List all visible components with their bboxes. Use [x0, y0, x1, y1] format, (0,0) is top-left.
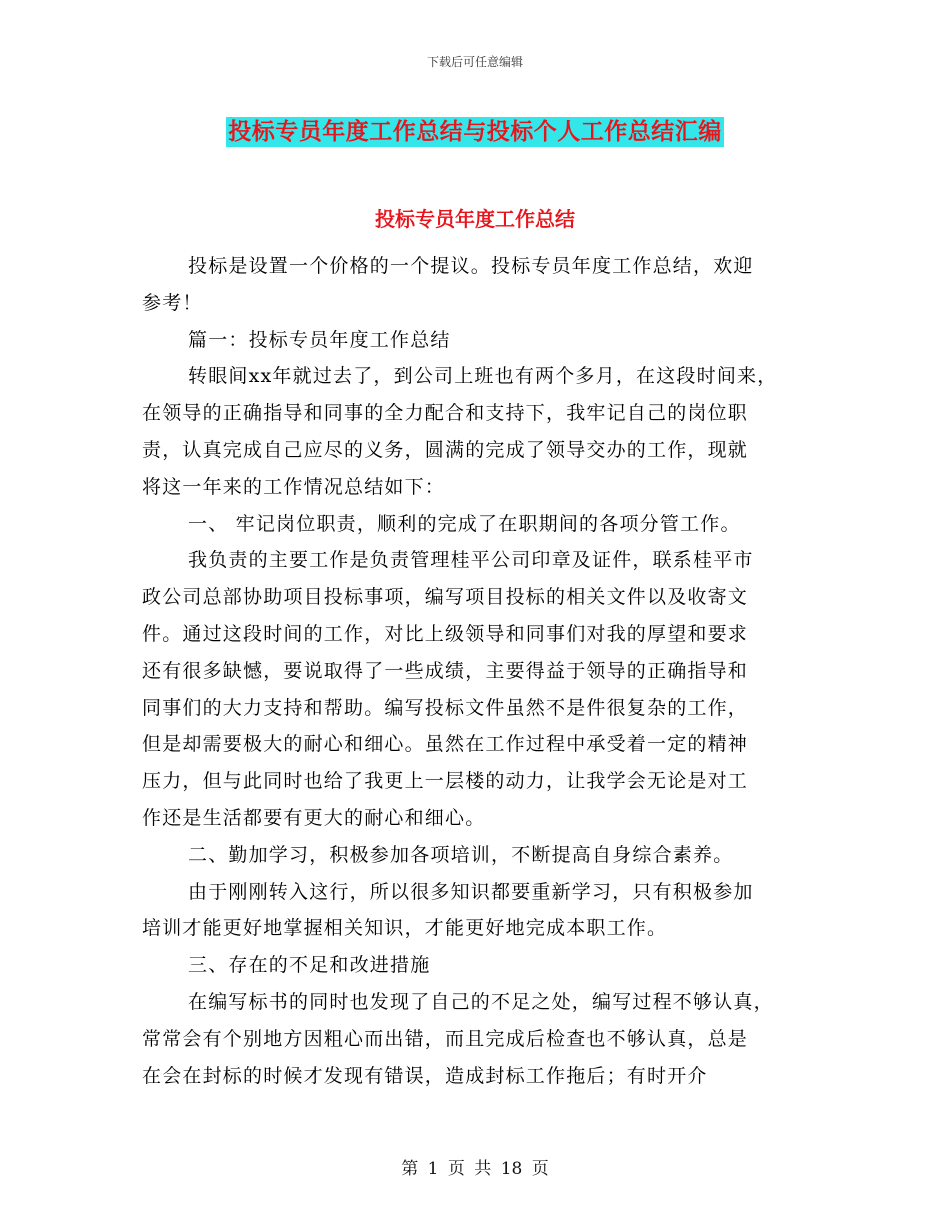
text-line: 参考！ — [142, 291, 203, 314]
text-line: 在领导的正确指导和同事的全力配合和支持下，我牢记自己的岗位职 — [142, 402, 749, 425]
text-line: 作还是生活都要有更大的耐心和细心。 — [142, 806, 486, 829]
text-line: 一、 牢记岗位职责，顺利的完成了在职期间的各项分管工作。 — [188, 512, 741, 535]
text-line: 篇一：投标专员年度工作总结 — [188, 328, 451, 351]
text-line: 将这一年来的工作情况总结如下： — [142, 475, 446, 498]
text-line: 我负责的主要工作是负责管理桂平公司印章及证件，联系桂平市 — [188, 549, 754, 572]
text-line: 政公司总部协助项目投标事项，编写项目投标的相关文件以及收寄文 — [142, 586, 749, 609]
text-line: 投标是设置一个价格的一个提议。投标专员年度工作总结，欢迎 — [188, 255, 754, 277]
text-line: 还有很多缺憾，要说取得了一些成绩，主要得益于领导的正确指导和 — [142, 659, 749, 682]
text-line: 同事们的大力支持和帮助。编写投标文件虽然不是件很复杂的工作， — [142, 696, 749, 719]
document-title-text: 投标专员年度工作总结与投标个人工作总结汇编 — [228, 119, 722, 145]
text-line: 件。通过这段时间的工作，对比上级领导和同事们对我的厚望和要求 — [142, 622, 749, 645]
text-line: 在编写标书的同时也发现了自己的不足之处，编写过程不够认真， — [188, 990, 774, 1013]
text-line: 培训才能更好地掌握相关知识，才能更好地完成本职工作。 — [142, 917, 668, 940]
document-title — [0, 113, 950, 146]
text-line: 但是却需要极大的耐心和细心。虽然在工作过程中承受着一定的精神 — [142, 733, 749, 756]
text-line: 常常会有个别地方因粗心而出错，而且完成后检查也不够认真，总是 — [142, 1027, 749, 1050]
text-line: 压力，但与此同时也给了我更上一层楼的动力，让我学会无论是对工 — [142, 770, 749, 793]
text-line: 在会在封标的时候才发现有错误，造成封标工作拖后；有时开介 — [142, 1064, 708, 1087]
body-text — [142, 248, 814, 1094]
text-line: 责，认真完成自己应尽的义务，圆满的完成了领导交办的工作，现就 — [142, 438, 749, 461]
text-line: 转眼间xx年就过去了，到公司上班也有两个多月，在这段时间来， — [188, 365, 778, 388]
text-line: 二、勤加学习，积极参加各项培训，不断提高自身综合素养。 — [188, 843, 734, 866]
text-line: 由于刚刚转入这行，所以很多知识都要重新学习，只有积极参加 — [188, 880, 754, 903]
section-title: 投标专员年度工作总结 — [375, 207, 575, 231]
header-note: 下载后可任意编辑 — [426, 55, 523, 69]
page-footer: 第 1 页 共 18 页 — [401, 1159, 549, 1179]
text-line: 三、存在的不足和改进措施 — [188, 954, 431, 977]
